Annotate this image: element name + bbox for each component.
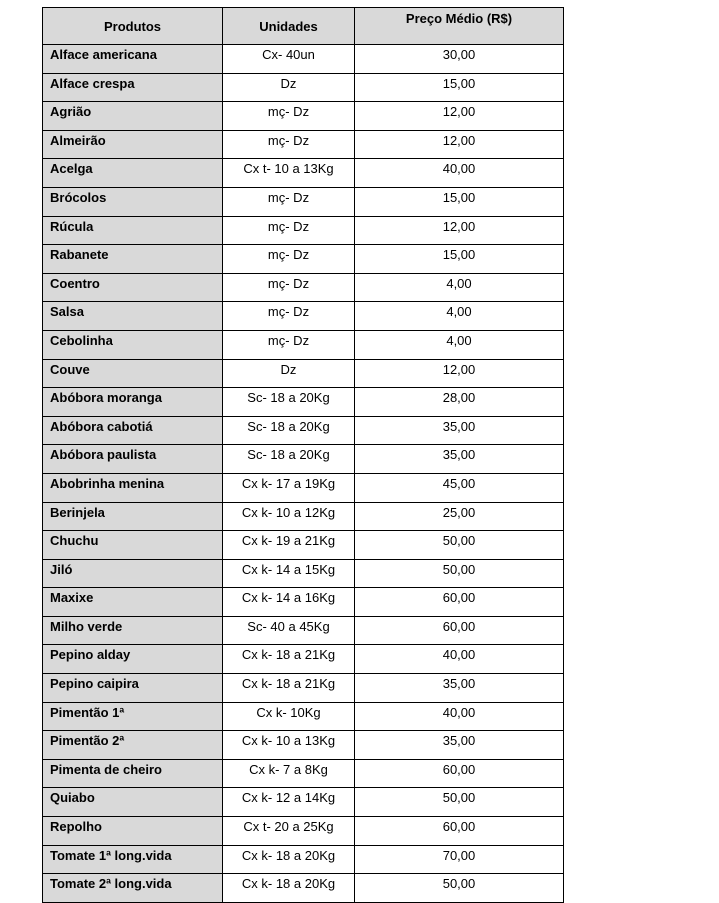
average-price-cell: 50,00	[355, 559, 564, 588]
table-row	[43, 130, 564, 159]
unit-cell: mç- Dz	[223, 302, 355, 331]
unit-cell: Cx- 40un	[223, 45, 355, 74]
unit-cell: Sc- 40 a 45Kg	[223, 616, 355, 645]
average-price-cell: 12,00	[355, 359, 564, 388]
table-row	[43, 102, 564, 131]
unit-cell: Dz	[223, 359, 355, 388]
table-row	[43, 674, 564, 703]
average-price-cell: 40,00	[355, 159, 564, 188]
header-row	[43, 8, 564, 45]
product-name-cell: Tomate 1ª long.vida	[43, 845, 223, 874]
product-name-cell: Agrião	[43, 102, 223, 131]
table-row	[43, 473, 564, 502]
average-price-cell: 50,00	[355, 531, 564, 560]
unit-cell: Cx k- 18 a 21Kg	[223, 674, 355, 703]
table-row	[43, 588, 564, 617]
table-row	[43, 445, 564, 474]
unit-cell: mç- Dz	[223, 130, 355, 159]
average-price-cell: 12,00	[355, 216, 564, 245]
product-name-cell: Pepino alday	[43, 645, 223, 674]
average-price-cell: 30,00	[355, 45, 564, 74]
product-name-cell: Salsa	[43, 302, 223, 331]
average-price-cell: 60,00	[355, 817, 564, 846]
product-name-cell: Cebolinha	[43, 330, 223, 359]
table-row	[43, 559, 564, 588]
unit-cell: Cx k- 18 a 20Kg	[223, 874, 355, 903]
product-name-cell: Alface crespa	[43, 73, 223, 102]
product-name-cell: Abóbora paulista	[43, 445, 223, 474]
table-row	[43, 759, 564, 788]
table-row	[43, 45, 564, 74]
unit-cell: Sc- 18 a 20Kg	[223, 445, 355, 474]
average-price-cell: 35,00	[355, 674, 564, 703]
average-price-cell: 50,00	[355, 788, 564, 817]
average-price-cell: 40,00	[355, 645, 564, 674]
average-price-cell: 40,00	[355, 702, 564, 731]
table-row	[43, 702, 564, 731]
table-row	[43, 330, 564, 359]
product-name-cell: Maxixe	[43, 588, 223, 617]
average-price-cell: 35,00	[355, 731, 564, 760]
unit-cell: Cx t- 20 a 25Kg	[223, 817, 355, 846]
product-name-cell: Berinjela	[43, 502, 223, 531]
table-row	[43, 874, 564, 903]
unit-cell: Cx k- 14 a 16Kg	[223, 588, 355, 617]
table-row	[43, 245, 564, 274]
table-row	[43, 616, 564, 645]
average-price-cell: 60,00	[355, 588, 564, 617]
unit-cell: Cx k- 17 a 19Kg	[223, 473, 355, 502]
header-units: Unidades	[223, 8, 355, 45]
table-row	[43, 531, 564, 560]
average-price-cell: 12,00	[355, 102, 564, 131]
table-body	[43, 45, 564, 903]
table-row	[43, 788, 564, 817]
average-price-cell: 60,00	[355, 616, 564, 645]
unit-cell: Cx t- 10 a 13Kg	[223, 159, 355, 188]
unit-cell: Cx k- 10Kg	[223, 702, 355, 731]
header-products: Produtos	[43, 8, 223, 45]
average-price-cell: 15,00	[355, 73, 564, 102]
unit-cell: Cx k- 10 a 12Kg	[223, 502, 355, 531]
table-row	[43, 502, 564, 531]
unit-cell: Dz	[223, 73, 355, 102]
table-row	[43, 817, 564, 846]
product-name-cell: Jiló	[43, 559, 223, 588]
table-row	[43, 273, 564, 302]
product-name-cell: Milho verde	[43, 616, 223, 645]
table-row	[43, 359, 564, 388]
product-name-cell: Pimentão 2ª	[43, 731, 223, 760]
average-price-cell: 35,00	[355, 445, 564, 474]
table-row	[43, 388, 564, 417]
average-price-cell: 4,00	[355, 302, 564, 331]
average-price-cell: 45,00	[355, 473, 564, 502]
unit-cell: mç- Dz	[223, 216, 355, 245]
price-table	[42, 7, 564, 903]
unit-cell: Cx k- 12 a 14Kg	[223, 788, 355, 817]
average-price-cell: 4,00	[355, 330, 564, 359]
table-row	[43, 416, 564, 445]
product-name-cell: Brócolos	[43, 187, 223, 216]
table-row	[43, 73, 564, 102]
header-average-price: Preço Médio (R$)	[355, 8, 564, 45]
unit-cell: Cx k- 18 a 21Kg	[223, 645, 355, 674]
table-row	[43, 159, 564, 188]
table-row	[43, 187, 564, 216]
unit-cell: Sc- 18 a 20Kg	[223, 388, 355, 417]
unit-cell: mç- Dz	[223, 245, 355, 274]
product-name-cell: Rúcula	[43, 216, 223, 245]
product-name-cell: Alface americana	[43, 45, 223, 74]
product-name-cell: Abóbora cabotiá	[43, 416, 223, 445]
product-name-cell: Tomate 2ª long.vida	[43, 874, 223, 903]
product-name-cell: Chuchu	[43, 531, 223, 560]
average-price-cell: 50,00	[355, 874, 564, 903]
average-price-cell: 60,00	[355, 759, 564, 788]
product-name-cell: Pepino caipira	[43, 674, 223, 703]
average-price-cell: 70,00	[355, 845, 564, 874]
unit-cell: Cx k- 7 a 8Kg	[223, 759, 355, 788]
unit-cell: mç- Dz	[223, 330, 355, 359]
product-name-cell: Pimentão 1ª	[43, 702, 223, 731]
unit-cell: mç- Dz	[223, 273, 355, 302]
product-name-cell: Acelga	[43, 159, 223, 188]
product-name-cell: Rabanete	[43, 245, 223, 274]
average-price-cell: 28,00	[355, 388, 564, 417]
table-row	[43, 216, 564, 245]
unit-cell: Cx k- 19 a 21Kg	[223, 531, 355, 560]
table-row	[43, 731, 564, 760]
product-name-cell: Pimenta de cheiro	[43, 759, 223, 788]
table-row	[43, 845, 564, 874]
table-row	[43, 645, 564, 674]
product-name-cell: Almeirão	[43, 130, 223, 159]
unit-cell: Cx k- 18 a 20Kg	[223, 845, 355, 874]
product-name-cell: Abóbora moranga	[43, 388, 223, 417]
product-name-cell: Quiabo	[43, 788, 223, 817]
average-price-cell: 4,00	[355, 273, 564, 302]
unit-cell: Sc- 18 a 20Kg	[223, 416, 355, 445]
product-name-cell: Abobrinha menina	[43, 473, 223, 502]
average-price-cell: 35,00	[355, 416, 564, 445]
table-header	[43, 8, 564, 45]
table-row	[43, 302, 564, 331]
unit-cell: mç- Dz	[223, 187, 355, 216]
unit-cell: Cx k- 14 a 15Kg	[223, 559, 355, 588]
unit-cell: mç- Dz	[223, 102, 355, 131]
unit-cell: Cx k- 10 a 13Kg	[223, 731, 355, 760]
average-price-cell: 15,00	[355, 245, 564, 274]
product-name-cell: Repolho	[43, 817, 223, 846]
average-price-cell: 25,00	[355, 502, 564, 531]
average-price-cell: 15,00	[355, 187, 564, 216]
average-price-cell: 12,00	[355, 130, 564, 159]
product-name-cell: Couve	[43, 359, 223, 388]
product-name-cell: Coentro	[43, 273, 223, 302]
